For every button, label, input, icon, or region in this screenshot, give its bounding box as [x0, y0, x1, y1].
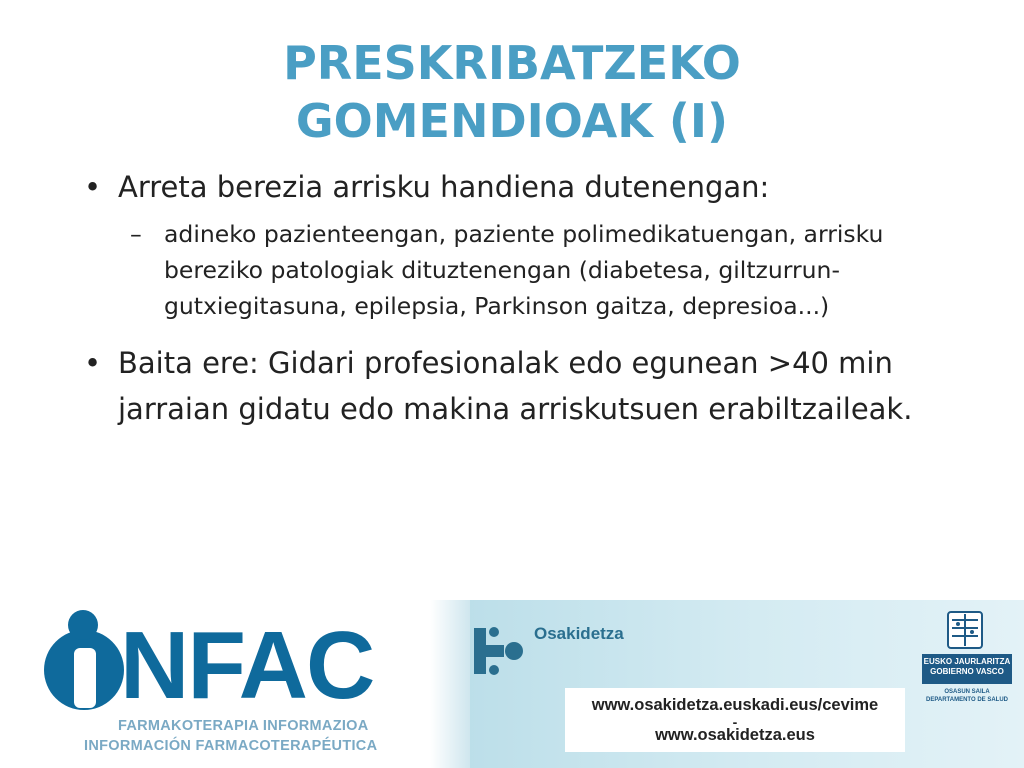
- infac-subtitle-eu: FARMAKOTERAPIA INFORMAZIOA: [118, 718, 369, 734]
- health-department-label: [922, 688, 1012, 704]
- infac-subtitle-es: INFORMACIÓN FARMACOTERAPÉUTICA: [84, 738, 378, 754]
- gov-line-2: GOBIERNO VASCO: [930, 667, 1004, 676]
- basque-government-emblem-icon: [940, 610, 990, 650]
- gov-line-1: EUSKO JAURLARITZA: [923, 657, 1011, 666]
- osakidetza-name: Osakidetza: [534, 624, 624, 643]
- slide-title: [0, 34, 1024, 150]
- infac-logo-i-dot: [68, 610, 98, 640]
- basque-government-label: [922, 654, 1012, 684]
- sub-bullet-item-1: [130, 216, 934, 324]
- osakidetza-cross-icon: [470, 622, 528, 680]
- osakidetza-link[interactable]: www.osakidetza.eus: [655, 726, 815, 744]
- gov-dept-2: DEPARTAMENTO DE SALUD: [925, 697, 1008, 703]
- sub-bullet-text: adineko pazienteengan, paziente polimedikatuengan, arrisku bereziko patologiak dituztenengan (diabetesa, giltzurrun-gutxiegitasuna, epilepsia, Parkinson gaitza, depresioa...): [164, 220, 884, 320]
- url-separator: -: [732, 714, 738, 730]
- infac-logo-i-stem: [74, 648, 96, 708]
- cevime-link[interactable]: www.osakidetza.euskadi.eus/cevime: [591, 696, 879, 714]
- bullet-item-2: [84, 340, 938, 432]
- infac-logo-area: [0, 600, 430, 768]
- title-line-2: GOMENDIOAK (I): [295, 94, 729, 148]
- title-line-1: PRESKRIBATZEKO: [283, 36, 741, 90]
- url-box: [565, 688, 905, 752]
- footer-band-fold: [430, 600, 470, 768]
- bullet-text: Arreta berezia arrisku handiena dutenengan:: [118, 170, 770, 204]
- bullet-item-1: [84, 164, 944, 210]
- infac-logo-text: NFAC: [120, 612, 374, 719]
- gov-dept-1: OSASUN SAILA: [944, 689, 990, 695]
- footer: [0, 600, 1024, 768]
- slide-content: [84, 164, 944, 432]
- bullet-marker: •: [84, 346, 102, 380]
- bullet-text: Baita ere: Gidari profesionalak edo egunean >40 min jarraian gidatu edo makina arriskutsuen erabiltzaileak.: [118, 346, 913, 426]
- bullet-marker: •: [84, 170, 102, 204]
- sub-bullet-marker: –: [130, 220, 142, 248]
